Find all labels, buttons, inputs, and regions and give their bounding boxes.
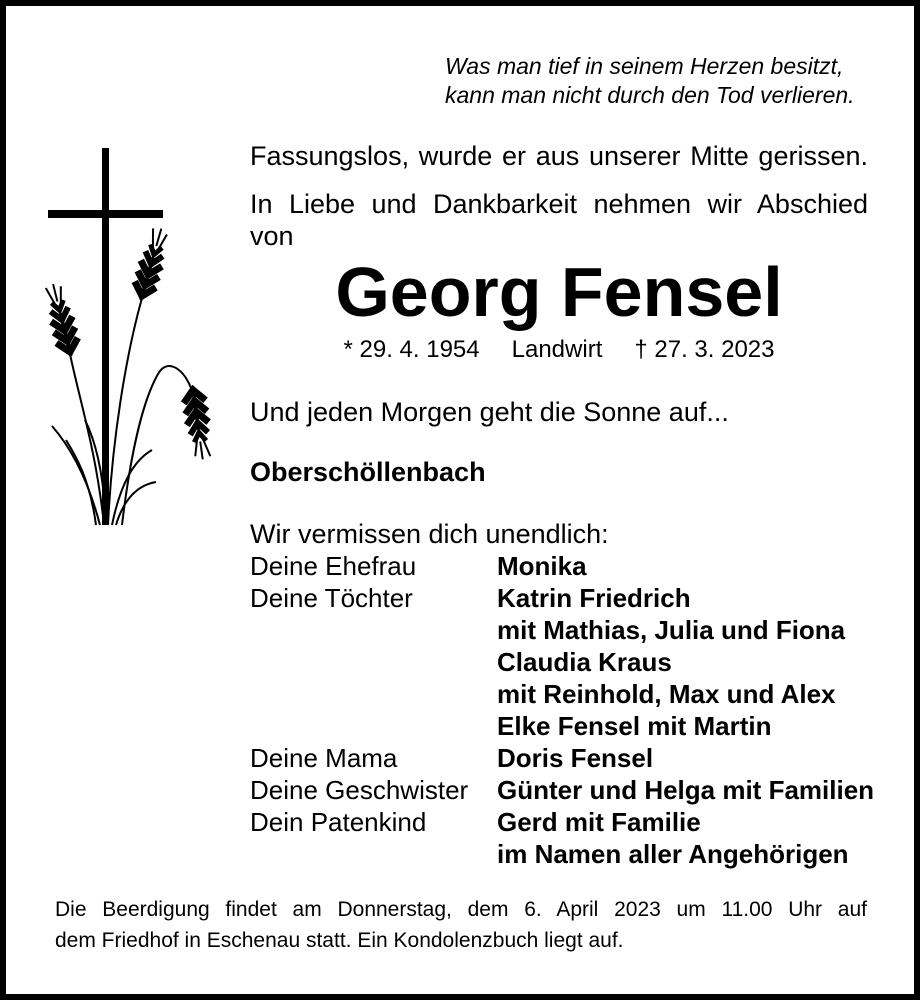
farewell-line-1: In Liebe und Dankbarkeit nehmen wir Abschied <box>250 189 868 219</box>
mourner-name: Claudia Kraus <box>497 647 672 677</box>
mourner-name: Elke Fensel mit Martin <box>497 711 772 741</box>
mourner-label: Deine Mama <box>250 743 398 773</box>
mourner-row <box>250 838 880 870</box>
death-date: † 27. 3. 2023 <box>634 336 775 363</box>
mourner-row <box>250 774 880 806</box>
epigraph-line-1: Was man tief in seinem Herzen besitzt, <box>445 53 844 79</box>
mourner-label <box>250 710 497 742</box>
mourners-heading: Wir vermissen dich unendlich: <box>250 519 609 549</box>
mourner-row <box>250 806 880 838</box>
wheat-ears <box>42 226 213 461</box>
mourner-row <box>250 678 880 710</box>
mourner-row <box>250 710 880 742</box>
farewell-line-2: von <box>250 221 294 251</box>
deceased-name: Georg Fensel <box>335 253 783 331</box>
mourner-name: Monika <box>497 551 587 581</box>
mourner-name: mit Mathias, Julia und Fiona <box>497 615 846 645</box>
mourner-label: Dein Patenkind <box>250 807 427 837</box>
mourner-label: Deine Ehefrau <box>250 551 417 581</box>
mourner-name: Doris Fensel <box>497 743 654 773</box>
place-name: Oberschöllenbach <box>250 457 486 487</box>
mourner-label: Deine Geschwister <box>250 775 469 805</box>
mourner-name: Günter und Helga mit Familien <box>497 775 875 805</box>
epigraph-line-2: kann man nicht durch den Tod verlieren. <box>445 82 855 108</box>
farewell-sentence <box>250 188 868 252</box>
mourner-row <box>250 582 880 614</box>
mourner-row <box>250 550 880 582</box>
mourner-row <box>250 614 880 646</box>
occupation: Landwirt <box>511 336 603 363</box>
epigraph <box>445 52 885 110</box>
funeral-info <box>55 894 867 956</box>
mourner-label <box>250 614 497 646</box>
funeral-line-1: Die Beerdigung findet am Donnerstag, dem 6. April 2023 um 11.00 Uhr auf <box>55 898 867 921</box>
funeral-line-2: dem Friedhof in Eschenau statt. Ein Kondolenzbuch liegt auf. <box>55 929 624 952</box>
mourner-label <box>250 678 497 710</box>
life-dates <box>250 336 868 364</box>
mourner-name: im Namen aller Angehörigen <box>497 839 849 869</box>
mourner-name: mit Reinhold, Max und Alex <box>497 679 836 709</box>
birth-date: * 29. 4. 1954 <box>343 336 480 363</box>
mourner-row <box>250 646 880 678</box>
intro-sentence: Fassungslos, wurde er aus unserer Mitte gerissen. <box>250 141 868 171</box>
motto-line: Und jeden Morgen geht die Sonne auf... <box>250 397 729 427</box>
cross-icon <box>102 148 109 525</box>
mourner-name: Gerd mit Familie <box>497 807 701 837</box>
mourner-label: Deine Töchter <box>250 583 413 613</box>
mourners-list <box>250 518 880 870</box>
mourner-label <box>250 838 497 870</box>
mourner-name: Katrin Friedrich <box>497 583 691 613</box>
mourner-label <box>250 646 497 678</box>
cross-with-wheat-illustration <box>30 140 220 530</box>
mourner-row <box>250 742 880 774</box>
